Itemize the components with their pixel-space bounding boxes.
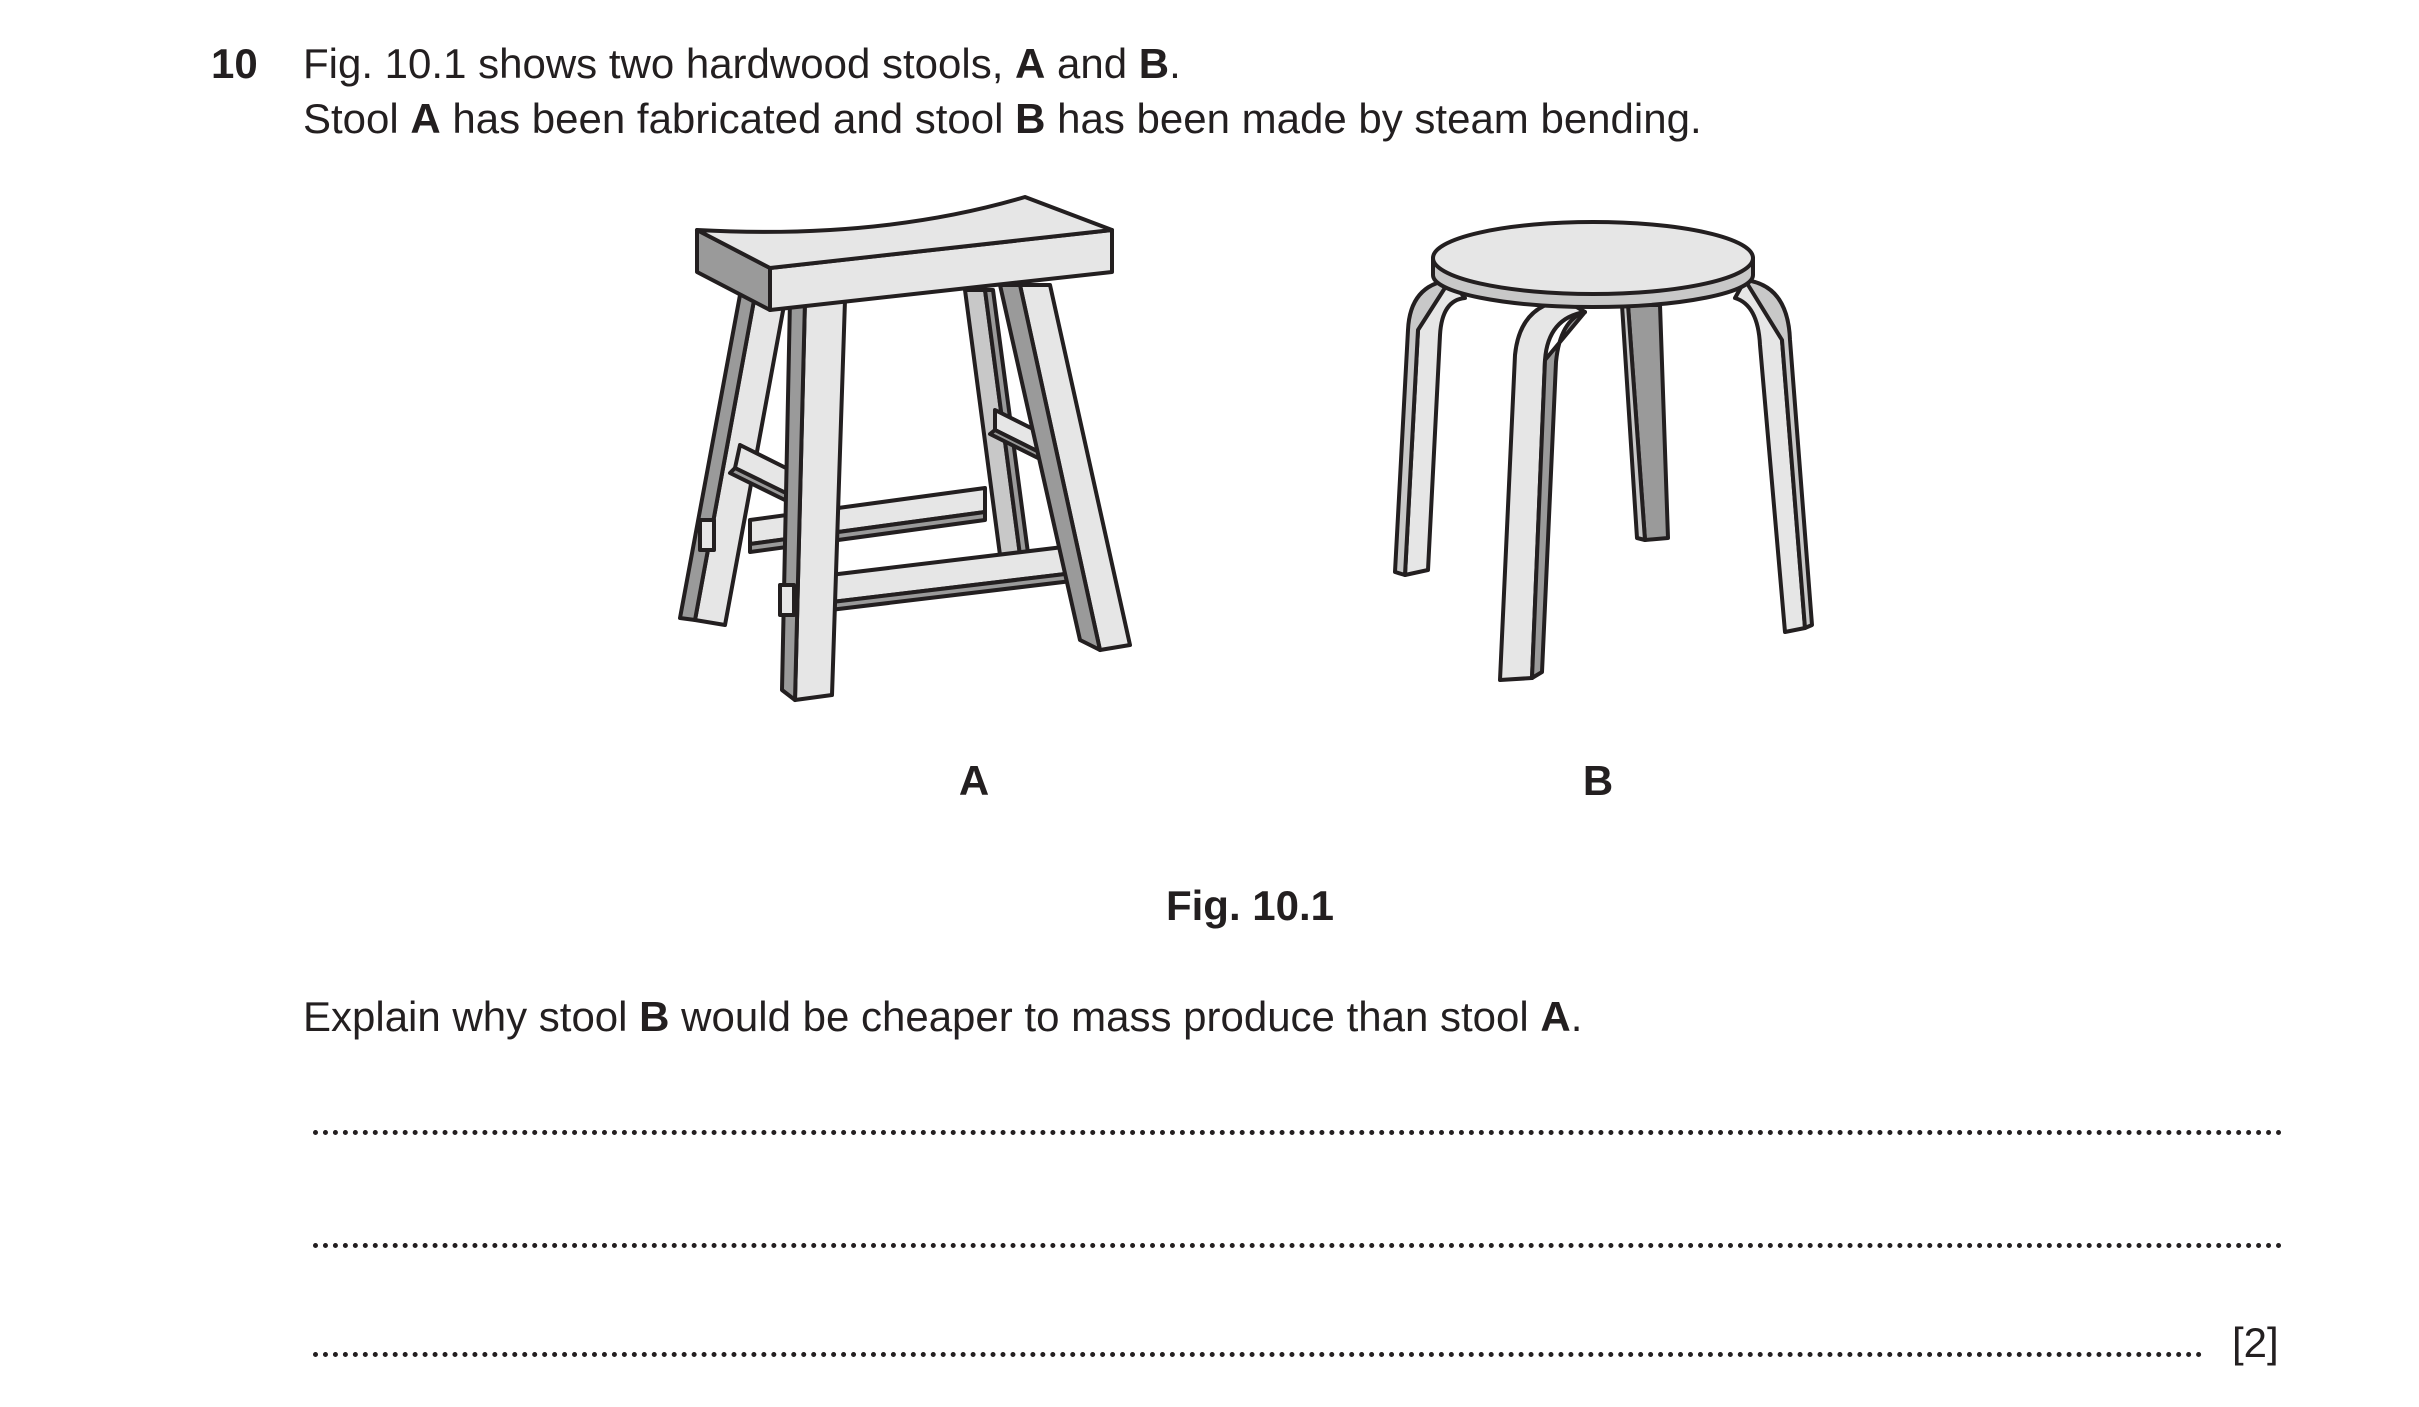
- intro-text: has been fabricated and stool: [440, 95, 1016, 142]
- question-number: 10: [211, 40, 258, 87]
- stool-b-ref: B: [1015, 95, 1046, 142]
- stool-a-label: A: [958, 757, 990, 804]
- stool-a-illustration: [680, 197, 1130, 700]
- answer-line-3[interactable]: [313, 1352, 2203, 1357]
- prompt-text: would be cheaper to mass produce than stool: [669, 993, 1541, 1040]
- stool-a-ref: A: [410, 95, 441, 142]
- intro-text: .: [1169, 40, 1181, 87]
- stool-a-ref: A: [1540, 993, 1571, 1040]
- intro-text: and: [1045, 40, 1139, 87]
- intro-text: Fig. 10.1 shows two hardwood stools,: [303, 40, 1016, 87]
- prompt-text: .: [1570, 993, 1583, 1040]
- stool-b-ref: B: [639, 993, 670, 1040]
- answer-line-1[interactable]: [313, 1130, 2283, 1135]
- intro-text: Stool: [303, 95, 411, 142]
- intro-text: has been made by steam bending.: [1045, 95, 1702, 142]
- prompt-text: Explain why stool: [303, 993, 640, 1040]
- stool-a-ref: A: [1015, 40, 1046, 87]
- stool-b-ref: B: [1138, 40, 1170, 87]
- stool-b-illustration: [1395, 222, 1812, 680]
- answer-line-2[interactable]: [313, 1243, 2283, 1248]
- stool-b-label: B: [1582, 757, 1614, 804]
- marks-allocation: [2]: [2232, 1319, 2279, 1366]
- figure-caption: Fig. 10.1: [1165, 882, 1335, 929]
- question-prompt: [303, 991, 1582, 1043]
